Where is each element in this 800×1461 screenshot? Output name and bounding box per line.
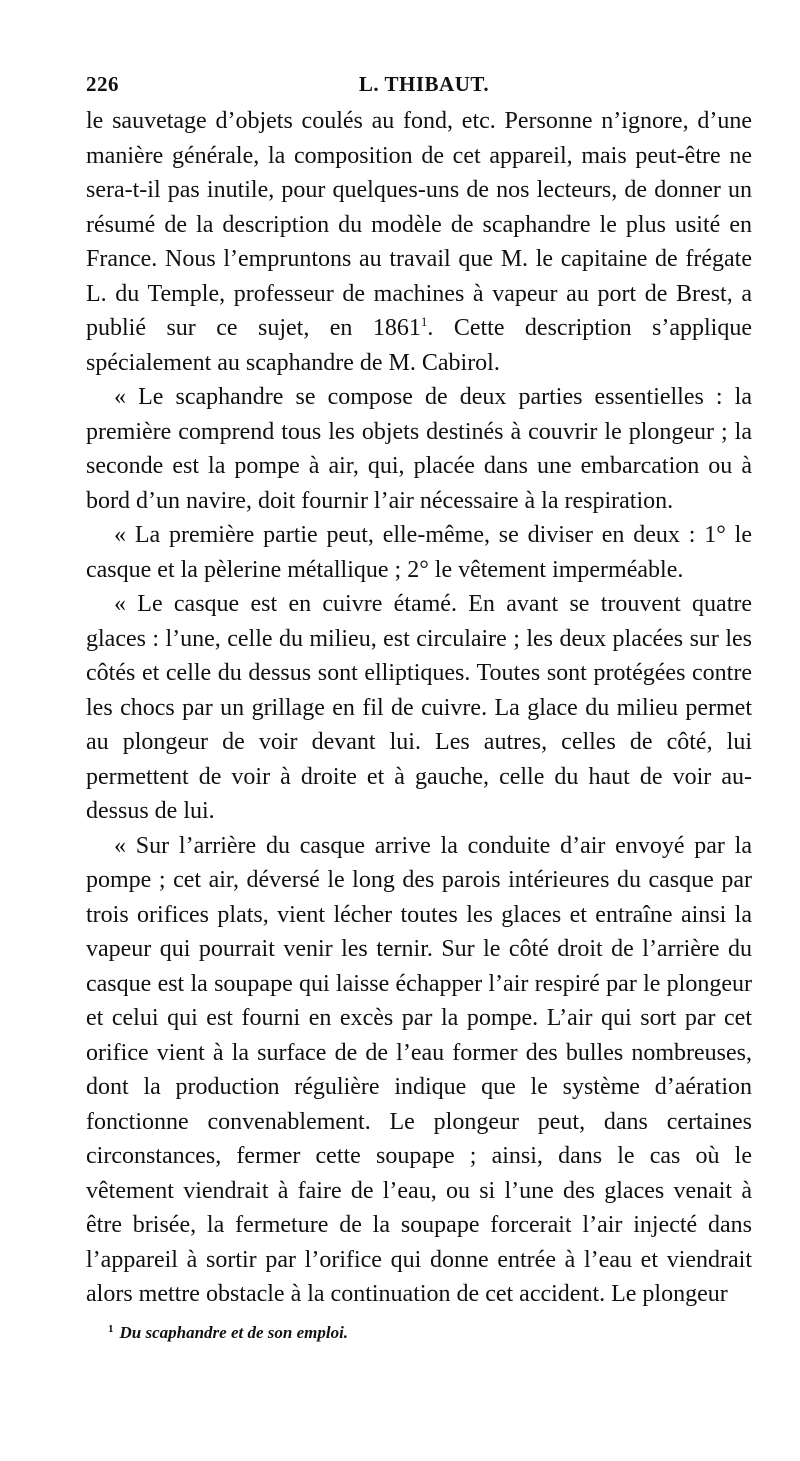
paragraph-text: . Cette description s’applique spécialement au scaphandre de M. Cabirol. — [86, 315, 752, 376]
paragraph: « Sur l’arrière du casque arrive la conduite d’air envoyé par la pompe ; cet air, déversé le long des parois intérieures du casque par trois orifices plats, vient lécher toutes les glaces et entraîne ainsi la vapeur qui pourrait venir les ternir. Sur le côté droit de l’arrière du casque est la soupape qui laisse échapper l’air respiré par le plongeur et celui qui est fourni en excès par la pompe. L’air qui sort par cet orifice vient à la surface de de l’eau former des bulles nombreuses, dont la production régulière indique que le système d’aération fonctionne convenablement. Le plongeur peut, dans certaines circonstances, fermer cette soupape ; ainsi, dans le cas où le vêtement viendrait à faire de l’eau, ou si l’une des glaces venait à être brisée, la fermeture de la soupape forcerait l’air injecté dans l’appareil à sortir par l’orifice qui donne entrée à l’eau et viendrait alors mettre obstacle à la continuation de cet accident. Le plongeur — [86, 832, 752, 1307]
paragraph: « La première partie peut, elle-même, se diviser en deux : 1° le casque et la pèlerine métallique ; 2° le vêtement imperméable. — [86, 522, 752, 583]
paragraph: « Le scaphandre se compose de deux parties essentielles : la première comprend tous les objets destinés à couvrir le plongeur ; la seconde est la pompe à air, qui, placée dans une embarcation ou à bord d’un navire, doit fournir l’air nécessaire à la respiration. — [86, 384, 752, 514]
page-number: 226 — [86, 72, 119, 96]
footnote — [108, 1323, 748, 1343]
footnote-text: Du scaphandre et de son emploi. — [119, 1323, 349, 1342]
footnote-reference: 1 — [420, 314, 428, 329]
paragraph: « Le casque est en cuivre étamé. En avant se trouvent quatre glaces : l’une, celle du milieu, est circulaire ; les deux placées sur les côtés et celle du dessus sont elliptiques. Toutes sont protégées contre les chocs par un grillage en fil de cuivre. La glace du milieu permet au plongeur de voir devant lui. Les autres, celles de côté, lui permettent de voir à droite et à gauche, celle du haut de voir au-dessus de lui. — [86, 591, 752, 824]
footnote-mark: 1 — [108, 1323, 114, 1335]
paragraph-text: le sauvetage d’objets coulés au fond, etc. Personne n’ignore, d’une manière générale, la composition de cet appareil, mais peut-être ne sera-t-il pas inutile, pour quelques-uns de nos lecteurs, de donner un résumé de la description du modèle de scaphandre le plus usité en France. Nous l’empruntons au travail que M. le capitaine de frégate L. du Temple, professeur de machines à vapeur au port de Brest, a publié sur ce sujet, en 1861 — [86, 108, 752, 341]
paragraph — [86, 104, 752, 380]
running-head-author: L. THIBAUT. — [358, 72, 490, 96]
body-text — [86, 104, 752, 1312]
running-head — [86, 72, 762, 102]
